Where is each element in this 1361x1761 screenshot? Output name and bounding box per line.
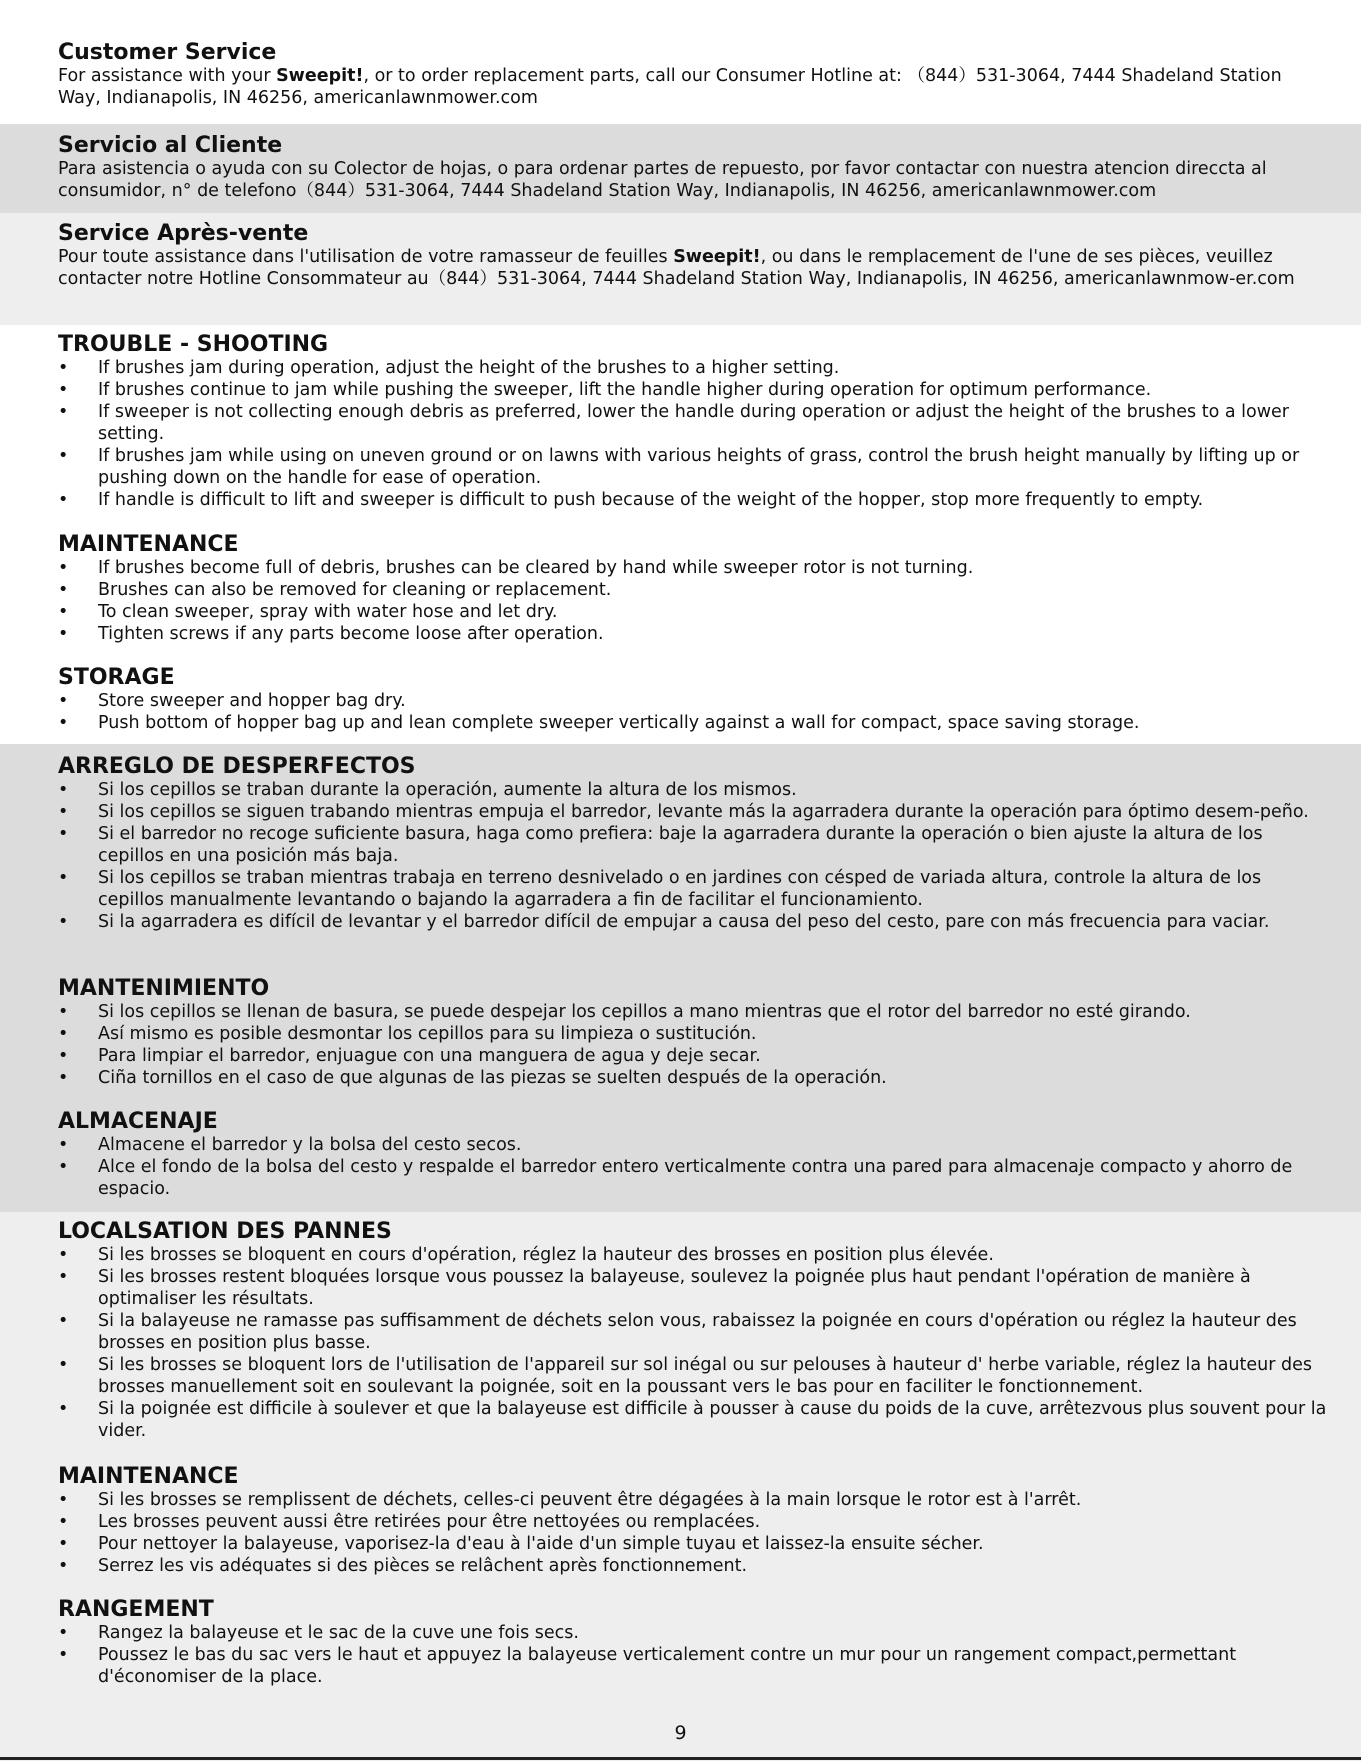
section-heading: RANGEMENT xyxy=(58,1597,214,1622)
brand-name: Sweepit! xyxy=(673,247,761,267)
brand-name: Sweepit! xyxy=(276,66,364,86)
list-item: • If handle is difficult to lift and sweeper is difficult to push because of the weight of the hopper, stop more frequently to empty. xyxy=(58,490,1204,510)
bullet-list xyxy=(58,690,1327,734)
bottom-rule xyxy=(0,1757,1361,1760)
list-item: • Store sweeper and hopper bag dry. xyxy=(58,691,406,711)
list-item: • Brushes can also be removed for cleaning or replacement. xyxy=(58,580,612,600)
section-storage-en xyxy=(58,666,1327,734)
list-item: • Almacene el barredor y la bolsa del cesto secos. xyxy=(58,1135,522,1155)
section-heading: ARREGLO DE DESPERFECTOS xyxy=(58,754,416,779)
section-troubleshooting-en xyxy=(58,333,1327,511)
list-item: • Si los cepillos se llenan de basura, se puede despejar los cepillos a mano mientras que el rotor del barredor no esté girando. xyxy=(58,1002,1191,1022)
section-maintenance-es xyxy=(58,977,1327,1089)
customer-service-es xyxy=(58,134,1327,202)
list-item: • Si los cepillos se traban durante la operación, aumente la altura de los mismos. xyxy=(58,780,797,800)
list-item: • Si la balayeuse ne ramasse pas suffisamment de déchets selon vous, rabaissez la poignée en cours d'opération ou réglez la hauteur des brosses en position plus basse. xyxy=(58,1311,1297,1353)
list-item: • Si los cepillos se siguen trabando mientras empuja el barredor, levante más la agarradera durante la operación para óptimo desem-peño. xyxy=(58,802,1309,822)
customer-service-fr-heading: Service Après-vente xyxy=(58,221,309,246)
list-item: • Alce el fondo de la bolsa del cesto y respalde el barredor entero verticalmente contra una pared para almacenaje compacto y ahorro de espacio. xyxy=(58,1157,1293,1199)
list-item: • Si les brosses se bloquent lors de l'utilisation de l'appareil sur sol inégal ou sur pelouses à hauteur d' herbe variable, réglez la hauteur des brosses manuellement soit en soulevant la poignée, soit en la poussant vers le bas pour en faciliter le fonctionnement. xyxy=(58,1355,1312,1397)
section-troubleshooting-fr xyxy=(58,1220,1327,1442)
list-item: • Tighten screws if any parts become loose after operation. xyxy=(58,624,604,644)
section-troubleshooting-es xyxy=(58,755,1327,933)
section-heading: MAINTENANCE xyxy=(58,532,239,557)
list-item: • Si les brosses se bloquent en cours d'opération, réglez la hauteur des brosses en position plus élevée. xyxy=(58,1245,994,1265)
bullet-list xyxy=(58,1489,1327,1577)
list-item: • If brushes continue to jam while pushing the sweeper, lift the handle higher during operation for optimum performance. xyxy=(58,380,1152,400)
bullet-list xyxy=(58,1001,1327,1089)
customer-service-en-heading: Customer Service xyxy=(58,40,277,65)
list-item: • If brushes jam while using on uneven ground or on lawns with various heights of grass, control the brush height manually by lifting up or pushing down on the handle for ease of operation. xyxy=(58,446,1300,488)
list-item: • Push bottom of hopper bag up and lean complete sweeper vertically against a wall for compact, space saving storage. xyxy=(58,713,1140,733)
bullet-list xyxy=(58,557,1327,645)
list-item: • Si el barredor no recoge suficiente basura, haga como prefiera: baje la agarradera durante la operación o bien ajuste la altura de los cepillos en una posición más baja. xyxy=(58,824,1263,866)
section-heading: STORAGE xyxy=(58,665,175,690)
section-maintenance-en xyxy=(58,533,1327,645)
list-item: • Pour nettoyer la balayeuse, vaporisez-la d'eau à l'aide d'un simple tuyau et laissez-la ensuite sécher. xyxy=(58,1534,984,1554)
list-item: • Serrez les vis adéquates si des pièces se relâchent après fonctionnement. xyxy=(58,1556,748,1576)
list-item: • Si la agarradera es difícil de levantar y el barredor difícil de empujar a causa del peso del cesto, pare con más frecuencia para vaciar. xyxy=(58,912,1270,932)
bullet-list xyxy=(58,1244,1327,1442)
section-heading: ALMACENAJE xyxy=(58,1109,218,1134)
bullet-list xyxy=(58,1134,1327,1200)
list-item: • Ciña tornillos en el caso de que algunas de las piezas se suelten después de la operación. xyxy=(58,1068,887,1088)
section-maintenance-fr xyxy=(58,1465,1327,1577)
list-item: • To clean sweeper, spray with water hose and let dry. xyxy=(58,602,558,622)
section-storage-fr xyxy=(58,1598,1327,1688)
list-item: • If brushes become full of debris, brushes can be cleared by hand while sweeper rotor is not turning. xyxy=(58,558,974,578)
list-item: • If brushes jam during operation, adjust the height of the brushes to a higher setting. xyxy=(58,358,840,378)
bullet-list xyxy=(58,779,1327,933)
list-item: • Si les brosses se remplissent de déchets, celles-ci peuvent être dégagées à la main lorsque le rotor est à l'arrêt. xyxy=(58,1490,1082,1510)
list-item: • Rangez la balayeuse et le sac de la cuve une fois secs. xyxy=(58,1623,579,1643)
customer-service-en-text: For assistance with your Sweepit!, or to order replacement parts, call our Consumer Hotline at: （844）531-3064, 7444 Shadeland Station Way, Indianapolis, IN 46256, americanlawnmower.com xyxy=(58,66,1282,108)
section-heading: LOCALSATION DES PANNES xyxy=(58,1219,392,1244)
list-item: • Así mismo es posible desmontar los cepillos para su limpieza o sustitución. xyxy=(58,1024,757,1044)
list-item: • Si la poignée est difficile à soulever et que la balayeuse est difficile à pousser à cause du poids de la cuve, arrêtezvous plus souvent pour la vider. xyxy=(58,1399,1327,1441)
customer-service-en xyxy=(58,41,1327,109)
list-item: • If sweeper is not collecting enough debris as preferred, lower the handle during operation or adjust the height of the brushes to a lower setting. xyxy=(58,402,1289,444)
customer-service-fr-text: Pour toute assistance dans l'utilisation de votre ramasseur de feuilles Sweepit!, ou dans le remplacement de l'une de ses pièces, veuillez contacter notre Hotline Consommateur au（844）531-3064, 7444 Shadeland Station Way, Indianapolis, IN 46256, americanlawnmow-er.com xyxy=(58,247,1295,289)
list-item: • Les brosses peuvent aussi être retirées pour être nettoyées ou remplacées. xyxy=(58,1512,761,1532)
section-heading: MANTENIMIENTO xyxy=(58,976,270,1001)
section-heading: MAINTENANCE xyxy=(58,1464,239,1489)
list-item: • Para limpiar el barredor, enjuague con una manguera de agua y deje secar. xyxy=(58,1046,761,1066)
customer-service-es-heading: Servicio al Cliente xyxy=(58,133,283,158)
section-heading: TROUBLE - SHOOTING xyxy=(58,332,329,357)
bullet-list xyxy=(58,1622,1327,1688)
customer-service-es-text: Para asistencia o ayuda con su Colector de hojas, o para ordenar partes de repuesto, por favor contactar con nuestra atencion direccta al consumidor, n° de telefono（844）531-3064, 7444 Shadeland Station Way, Indianapolis, IN 46256, americanlawnmower.com xyxy=(58,159,1267,201)
customer-service-fr xyxy=(58,222,1327,290)
list-item: • Si les brosses restent bloquées lorsque vous poussez la balayeuse, soulevez la poignée plus haut pendant l'opération de manière à optimaliser les résultats. xyxy=(58,1267,1251,1309)
list-item: • Poussez le bas du sac vers le haut et appuyez la balayeuse verticalement contre un mur pour un rangement compact,permettant d'économiser de la place. xyxy=(58,1645,1237,1687)
page-number: 9 xyxy=(674,1722,687,1744)
section-storage-es xyxy=(58,1110,1327,1200)
bullet-list xyxy=(58,357,1327,511)
list-item: • Si los cepillos se traban mientras trabaja en terreno desnivelado o en jardines con césped de variada altura, controle la altura de los cepillos manualmente levantando o bajando la agarradera a fin de facilitar el funcionamiento. xyxy=(58,868,1262,910)
